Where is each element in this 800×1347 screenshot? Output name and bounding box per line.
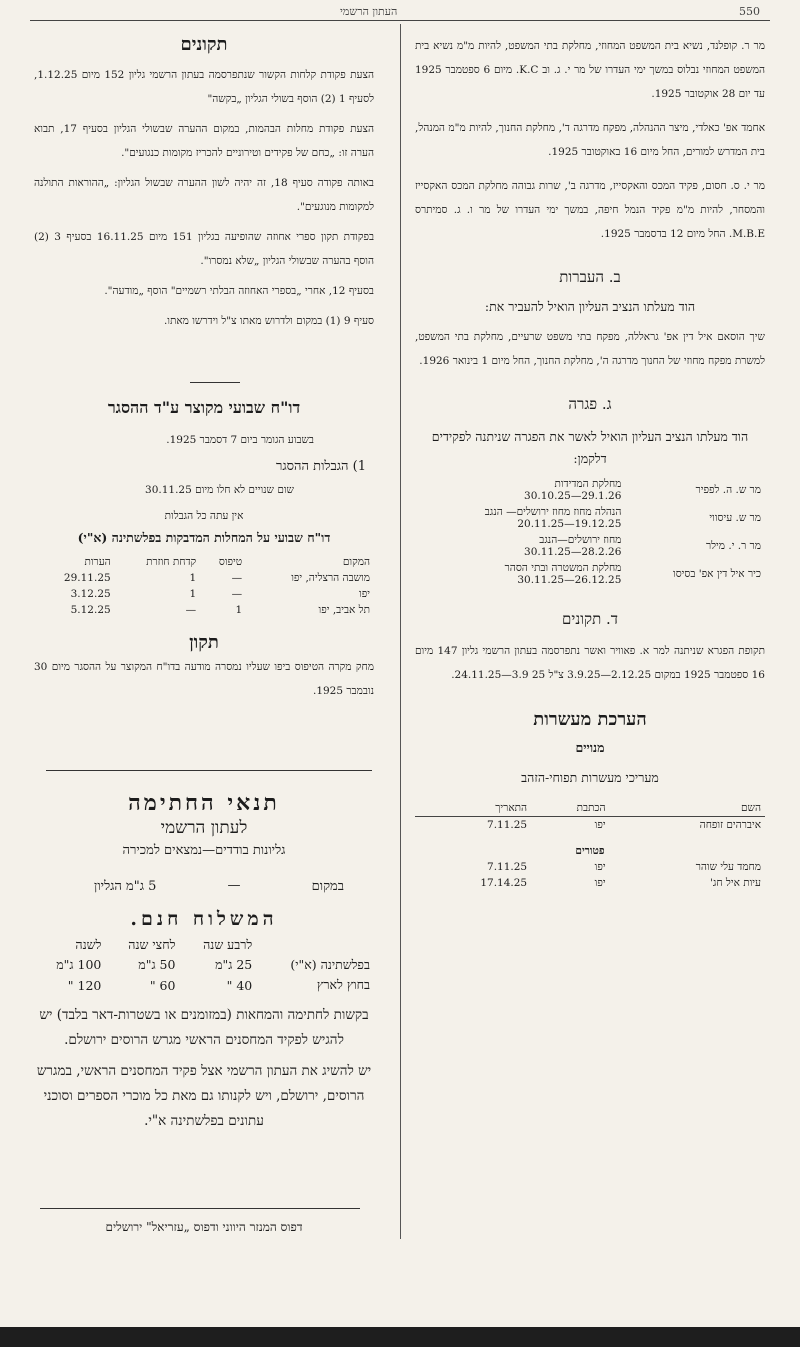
leave-dept (415, 504, 625, 532)
table-cell: יפו (594, 819, 606, 831)
table-cell: — (185, 604, 197, 616)
column-divider (400, 24, 401, 1239)
scan-edge (0, 1327, 800, 1347)
leave-dept (415, 560, 625, 588)
price-cell: 25 ג"מ (215, 957, 253, 972)
right-column (415, 34, 765, 891)
leave-title: ג. פגרה (568, 395, 612, 413)
table-cell: 5.12.25 (70, 604, 111, 616)
subscription-section (34, 790, 374, 1134)
price-head: לרבע שנה (203, 937, 253, 952)
leave-table (415, 476, 765, 588)
table-row (415, 875, 765, 891)
column-header: טיפוס (218, 556, 243, 568)
table-row (415, 859, 765, 875)
table-cell: 7.11.25 (487, 861, 528, 873)
column-header: התאריך (495, 802, 528, 814)
table-cell: יפו (594, 861, 606, 873)
top-rule (30, 20, 770, 21)
tikunim-para: בפקודת תקון ספרי אחוזה שהופיעה בגליון 151 מיום 16.11.25 בסעיף 3 (2) הוסף בהערה שבשולי הגליון „שלא נמסרו". (34, 231, 375, 267)
table-cell: יפו (359, 588, 370, 600)
leave-dates: 28.2.26—30.11.25 (524, 546, 622, 558)
table-cell: 29.11.25 (63, 572, 111, 584)
subscription-title: תנאי החתימה (128, 790, 280, 816)
transfers-title: ב. העברות (559, 268, 621, 286)
running-title: העתון הרשמי (340, 5, 398, 18)
report-sub1-text2: אין עתה כל הגבלות (164, 510, 244, 522)
price-cell: 50 ג"מ (138, 957, 176, 972)
transfers-text: שיך הוסאם איל דין אפ' גראללה, מפקח בתי משפט שרעיים, מחלקת בתי המשפט, למשרת מפקח מחוזי של החנוך מדרגה ה', מחלקת החנוך, החל מיום 1 בינואר 1926. (415, 331, 765, 367)
report-sub1-text: שום שנויים לא חלו מיום 30.11.25 (145, 484, 294, 496)
leave-dates: 26.12.25—30.11.25 (517, 574, 622, 586)
leave-dept-text: הנהלה מחוז מחוז ירושלים— הנגב (484, 506, 622, 518)
price-head: לשנה (75, 937, 102, 952)
price-label: בחוץ לארץ (316, 977, 370, 992)
leave-name: כיר איל דין אפ' בסיסו (673, 568, 761, 580)
transfers-lead: הוד מעלתו הנציב העליון הואיל להעביר את: (484, 299, 696, 314)
price-row (34, 955, 374, 975)
table-cell: עיות איל חג' (710, 877, 761, 889)
valuation-table (415, 800, 765, 891)
price-row (34, 975, 374, 995)
mail-free: המשלוח חנם. (130, 908, 278, 930)
leave-dept-text: מחלקת המשטרה ובתי הסהר (504, 562, 622, 574)
leave-dept (415, 476, 625, 504)
price-label: בפלשתינה (א"י) (290, 957, 370, 972)
short-rule (190, 382, 240, 383)
printer-rule (40, 1208, 360, 1209)
disease-table (34, 554, 374, 618)
report-week: בשבוע הגומר ביום 7 דסמבר 1925. (166, 434, 314, 446)
table-row (34, 602, 374, 618)
appointment-para: מר י. ס. חסום, פקיד המכס והאקסייז, מדרגה ב', שרות גבוהה מחלקת המכס האקסייז והמסחר, להיות מ"מ פקיד הנמל חיפה, במשך ימי העדרו של מר ו. ג. סמיתרס M.B.E. החל מיום 12 בדסמבר 1925. (415, 180, 765, 240)
table-cell: 1 (235, 604, 243, 616)
table-row (415, 560, 765, 588)
table-cell: תל אביב, יפו (318, 604, 370, 616)
subscription-subtitle: לעתון הרשמי (160, 818, 248, 838)
subscription-p1: בקשות לחתימה והמחאות (במזומנים או בשטרות-דאר בלבד) יש להגיש לפקיד המחסנים הראשי מגרש הרוסים ירושלם. (39, 1007, 369, 1048)
price-cell: 60 " (149, 977, 176, 993)
table-row (415, 833, 765, 859)
price-table (34, 935, 374, 995)
leave-dept (415, 532, 625, 560)
table-cell: 1 (189, 572, 197, 584)
table-cell: 1 (189, 588, 197, 600)
table-cell: — (231, 572, 243, 584)
tikunim-para: הצעת פקודת מחלות הבהמות, במקום ההערה שבשולי הגליון בסעיף 17, תבוא הערה זו: „כחם של פקידים וטירוניים להכריז מקומות כנגועים". (34, 123, 374, 159)
subscription-p2: יש להשיג את העתון הרשמי אצל פקיד המחסנים הראשי, במגרש הרוסים, ירושלם, ויש לקנותו גם מאת כל מוכרי הספרים וסוכני עתונים בפלשתינה א"י. (36, 1063, 372, 1129)
column-header: הערות (84, 556, 111, 568)
corrections-title: ד. תקונים (562, 610, 618, 628)
section-rule (46, 770, 372, 771)
tikunim-para: הצעת פקודת קלחות הקשור שנתפרסמה בעתון הרשמי גליון 152 מיום 1.12.25, לסעיף 1 (2) הוסף בשולי הגליון „בקשה" (34, 69, 374, 105)
place-dash: — (227, 878, 241, 893)
table-row (34, 570, 374, 586)
tikunim-title: תקונים (180, 34, 228, 55)
valuation-sub2: מעריכי מעשרות תפוחי-הזהב (521, 770, 659, 785)
corrections-text: תקופת הפגרא שניתנה למר א. פאוויר ואשר נתפרסמה בעתון הרשמי גליון 147 מיום 16 ספטמבר 1925 במקום 2.12.25—3.9.25 צ"ל 25 3.9—24.11.25. (415, 645, 765, 681)
table-cell: 3.12.25 (70, 588, 111, 600)
column-header: השם (740, 802, 761, 814)
table-cell: — (231, 588, 243, 600)
table-cell: 17.14.25 (480, 877, 528, 889)
tikunim-para: סעיף 9 (1) במקום ולדרוש מאתו צ"ל וידרשו מאתו. (163, 315, 374, 327)
leave-dept-text: מחלקת המדידות (554, 478, 622, 490)
table-cell: מחמד עלי שוהר (695, 861, 761, 873)
appointment-para: מר ר. קופלנד, נשיא בית המשפט המחוזי, מחלקת בתי המשפט, להיות מ"מ נשיא בית המשפט המחוזי נבלוס במשך ימי העדרו של מר י. ג. וב K.C. מיום 6 ספטמבר 1925 עד יום 28 אוקטובר 1925. (415, 40, 766, 100)
price-cell: 120 " (67, 977, 102, 993)
column-header: קדחת חוזרת (146, 556, 197, 568)
report-title: דו"ח שבועי מקוצר ע"ד ההסגר (107, 398, 301, 417)
table-row (415, 476, 765, 504)
leave-dates: 29.1.26—30.10.25 (524, 490, 622, 502)
column-header: הכתבת (576, 802, 606, 814)
table-cell: 7.11.25 (487, 819, 528, 831)
table-header-row (34, 554, 374, 570)
tikunim-para: בסעיף 12, אחרי „בספרי האחוזה הבלתי רשמיים" הוסף „מודעה". (104, 285, 374, 297)
table-cell: איברהים זופחה (699, 819, 761, 831)
price-head: לחצי שנה (128, 937, 176, 952)
table-row (415, 817, 765, 834)
table-header-row (415, 800, 765, 817)
report-sub1: 1) הגבלות ההסגר (275, 459, 366, 474)
report-section (34, 398, 374, 709)
price-cell: 100 ג"מ (56, 957, 102, 972)
printer-line: דפוס המנזר היווני ודפוס „עזריאל" ירושלים (105, 1220, 303, 1234)
leave-dept-text: מחוז ירושלים—הנגב (539, 534, 622, 546)
price-header-row (34, 935, 374, 955)
valuation-sub: מנויים (575, 740, 605, 755)
leave-lead: הוד מעלתו הנציב העליון הואיל לאשר את הפגרה שניתנה לפקידים דלקמן: (431, 429, 749, 466)
leave-name: מר ר. י. מילר (705, 540, 761, 552)
table-row (34, 586, 374, 602)
exempt-heading: פטורים (575, 845, 605, 857)
tikun-title: תקון (189, 632, 219, 653)
subscription-note: גליונות בודדים—נמצאים למכירה (122, 843, 286, 858)
price-cell: 40 " (226, 977, 253, 993)
place-label: במקום (311, 879, 344, 894)
leave-name: מר ש. ה. לפפיר (695, 484, 761, 496)
place-row (34, 878, 374, 894)
table-row (415, 504, 765, 532)
left-column (34, 34, 374, 339)
leave-dates: 19.12.25—20.11.25 (517, 518, 622, 530)
table-row (415, 532, 765, 560)
page-number: 550 (739, 5, 760, 18)
report-sub2: דו"ח שבועי על המחלות המדבקות בפלשתינה (א"י) (77, 530, 331, 545)
valuation-title: הערכת מעשרות (533, 709, 647, 730)
table-cell: יפו (594, 877, 606, 889)
tikunim-para: באותה פקודה סעיף 18, זה יהיה לשון ההערה שבשול הגליון: „ההוראות התולנה למקומות מנוגעים". (34, 177, 374, 213)
place-price: 5 ג"מ הגליון (94, 879, 157, 894)
table-cell: מושבה הרצליה, יפו (291, 572, 370, 584)
appointment-para: אחמד אפ' כאלדי, מיצר ההנהלה, מפקח מדרגה ד', מחלקת החנוך, להיות מ"מ המנהל, בית המדרש למורים, החל מיום 16 באוקטובר 1925. (415, 122, 765, 158)
column-header: המקום (342, 556, 370, 568)
tikun-text: מחק מקרה הטיפוס ביפו שעליו נמסרה מודעה בדו"ח המקוצר על ההסגר מיום 30 נובמבר 1925. (34, 661, 374, 697)
leave-name: מר ש. עיסווי (709, 512, 761, 524)
